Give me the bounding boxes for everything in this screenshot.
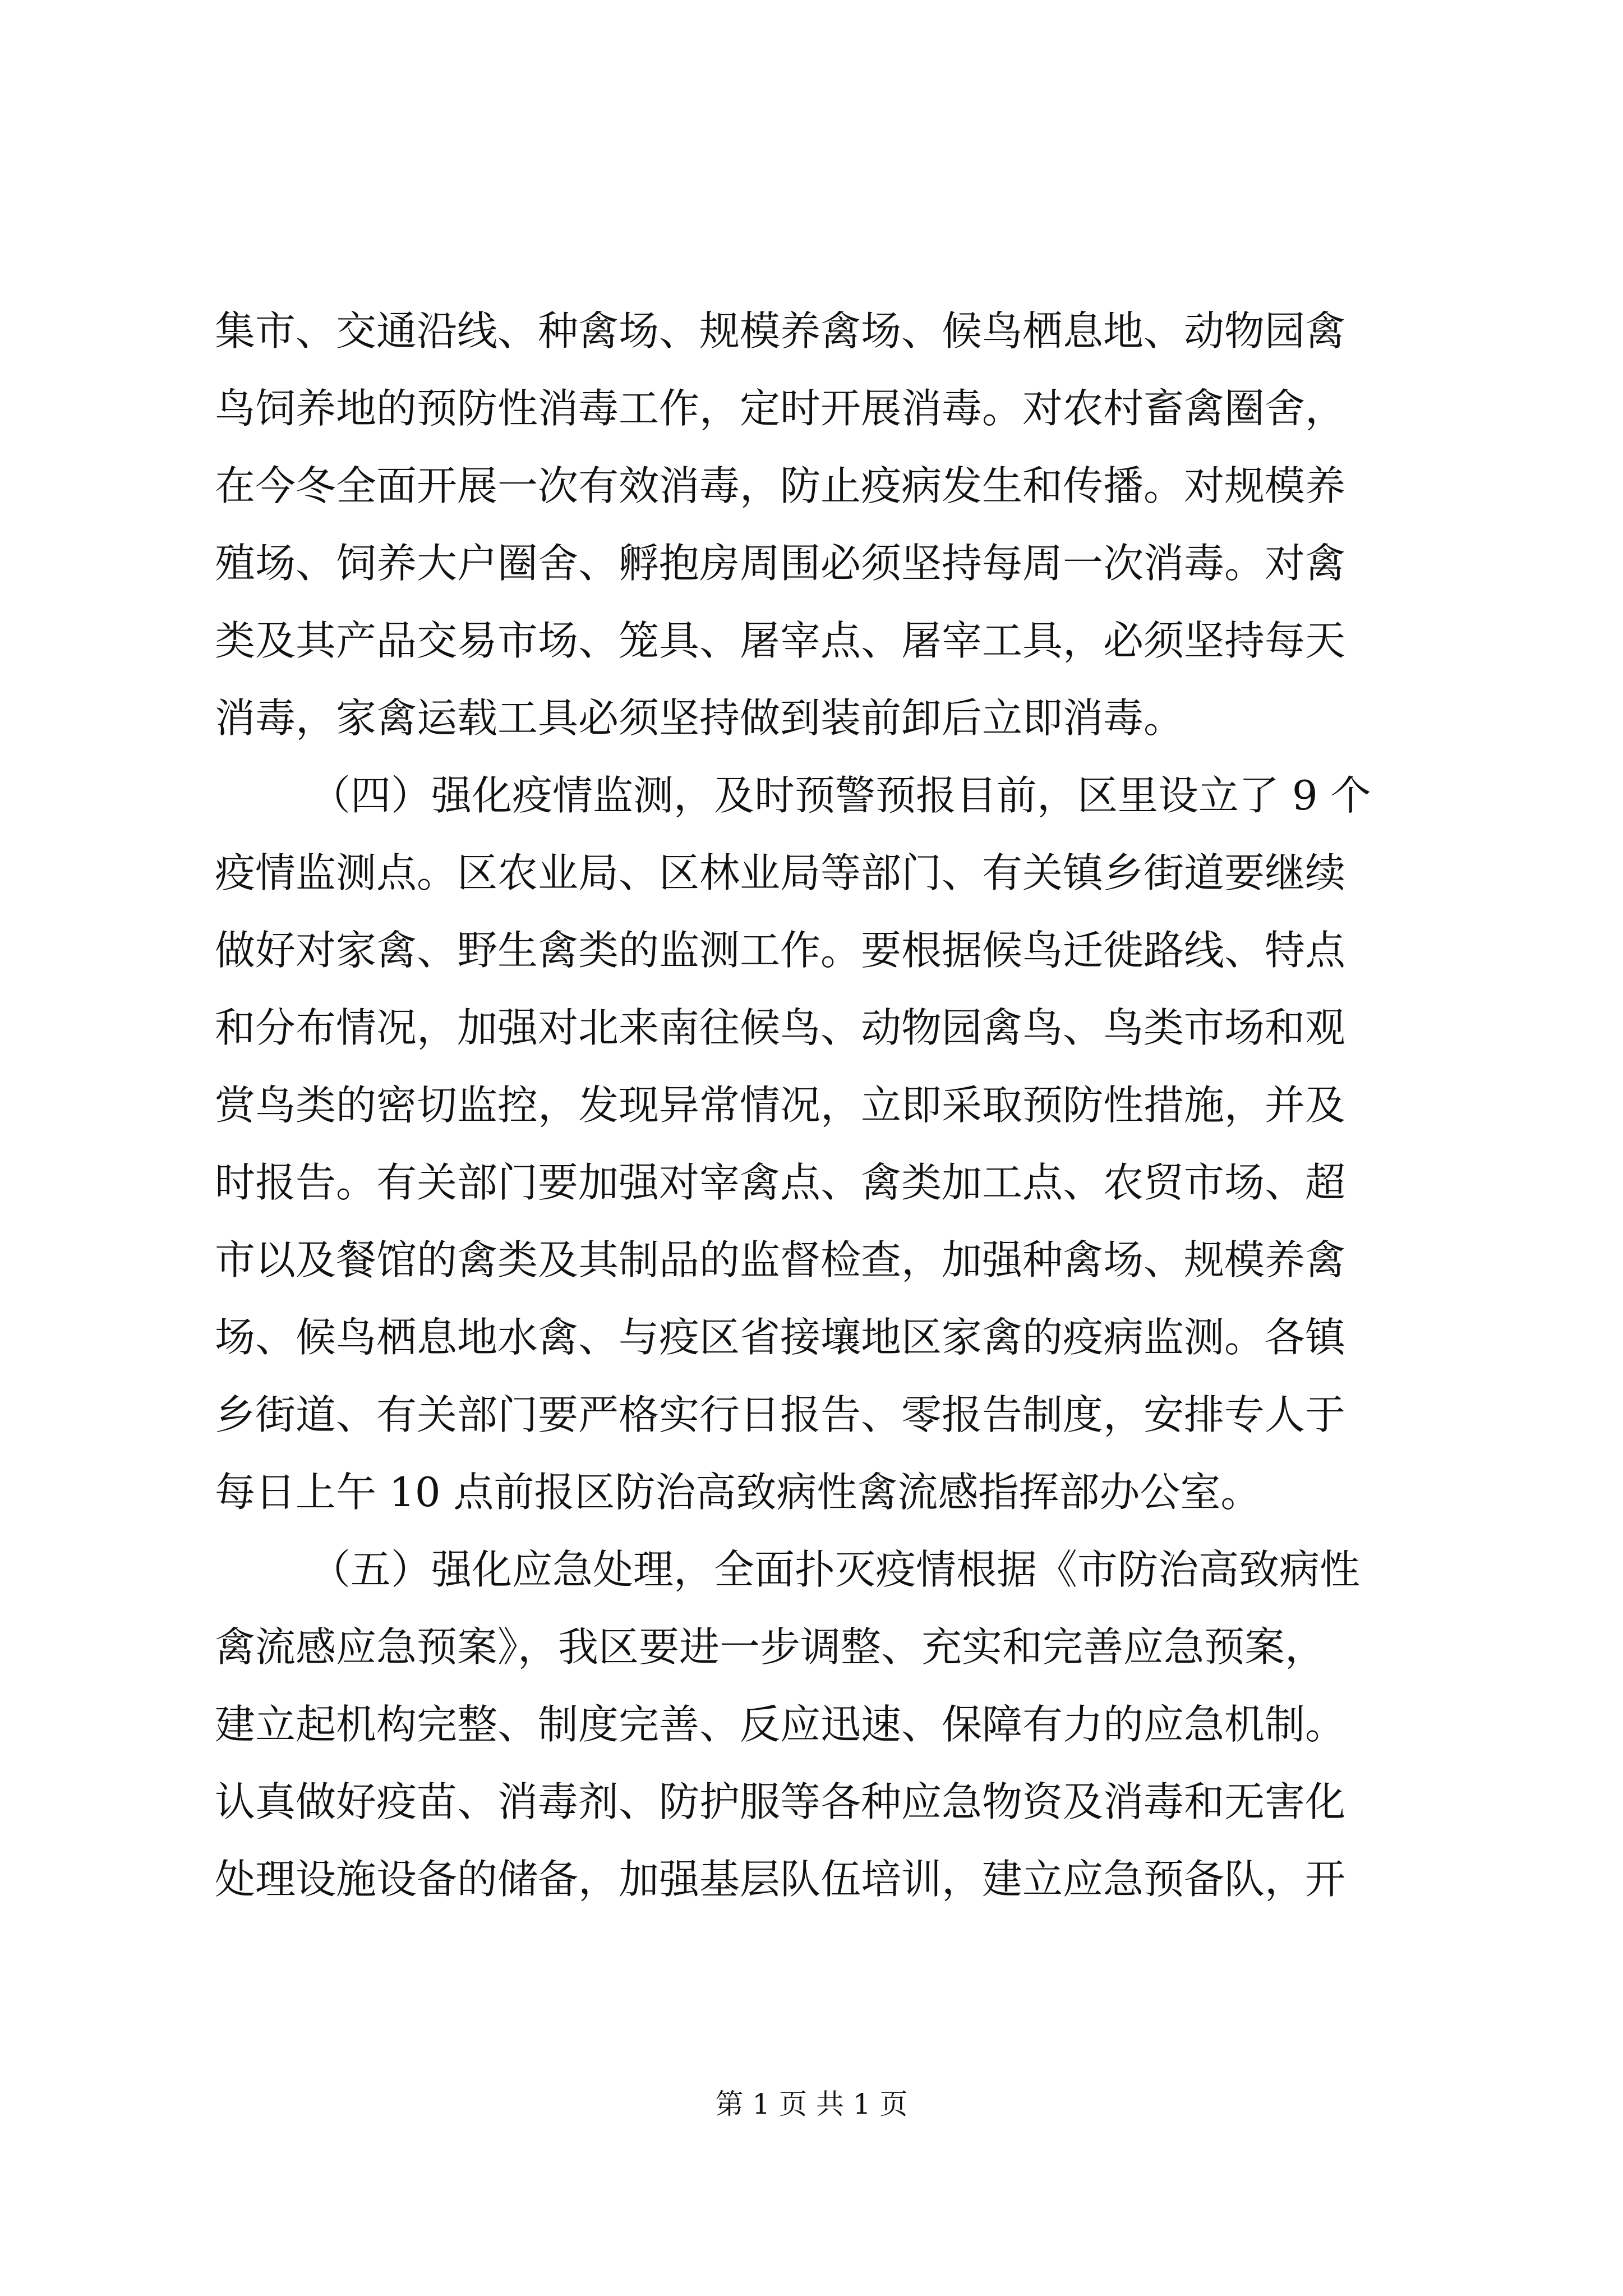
text-line: 消毒，家禽运载工具必须坚持做到装前卸后立即消毒。: [215, 694, 1184, 742]
paragraph-start-line: （四）强化疫情监测，及时预警预报目前，区里设立了 9 个: [310, 772, 1371, 819]
text-line: 处理设施设备的储备，加强基层队伍培训，建立应急预备队，开: [215, 1856, 1346, 1903]
text-line: 疫情监测点。区农业局、区林业局等部门、有关镇乡街道要继续: [215, 849, 1346, 896]
paragraph-start-line: （五）强化应急处理，全面扑灭疫情根据《市防治高致病性: [310, 1546, 1361, 1593]
text-line: 建立起机构完整、制度完善、反应迅速、保障有力的应急机制。: [215, 1701, 1346, 1748]
text-line: 市以及餐馆的禽类及其制品的监督检查，加强种禽场、规模养禽: [215, 1236, 1346, 1283]
text-line: 鸟饲养地的预防性消毒工作，定时开展消毒。对农村畜禽圈舍，: [215, 385, 1346, 432]
text-line: 殖场、饲养大户圈舍、孵抱房周围必须坚持每周一次消毒。对禽: [215, 540, 1346, 587]
text-line: 禽流感应急预案》，我区要进一步调整、充实和完善应急预案，: [215, 1623, 1326, 1671]
text-line: 和分布情况，加强对北来南往候鸟、动物园禽鸟、鸟类市场和观: [215, 1004, 1346, 1051]
text-line: 在今冬全面开展一次有效消毒，防止疫病发生和传播。对规模养: [215, 462, 1346, 509]
text-line: 场、候鸟栖息地水禽、与疫区省接壤地区家禽的疫病监测。各镇: [215, 1314, 1346, 1361]
text-line: 做好对家禽、野生禽类的监测工作。要根据候鸟迁徙路线、特点: [215, 927, 1346, 974]
text-line: 时报告。有关部门要加强对宰禽点、禽类加工点、农贸市场、超: [215, 1159, 1346, 1206]
text-line: 乡街道、有关部门要严格实行日报告、零报告制度，安排专人于: [215, 1391, 1346, 1438]
text-line: 赏鸟类的密切监控，发现异常情况，立即采取预防性措施，并及: [215, 1082, 1346, 1129]
text-line: 每日上午 10 点前报区防治高致病性禽流感指挥部办公室。: [215, 1469, 1261, 1516]
text-line: 认真做好疫苗、消毒剂、防护服等各种应急物资及消毒和无害化: [215, 1778, 1346, 1825]
text-line: 类及其产品交易市场、笼具、屠宰点、屠宰工具，必须坚持每天: [215, 617, 1346, 664]
page-footer: 第 1 页 共 1 页: [715, 2088, 908, 2120]
text-line: 集市、交通沿线、种禽场、规模养禽场、候鸟栖息地、动物园禽: [215, 307, 1346, 355]
